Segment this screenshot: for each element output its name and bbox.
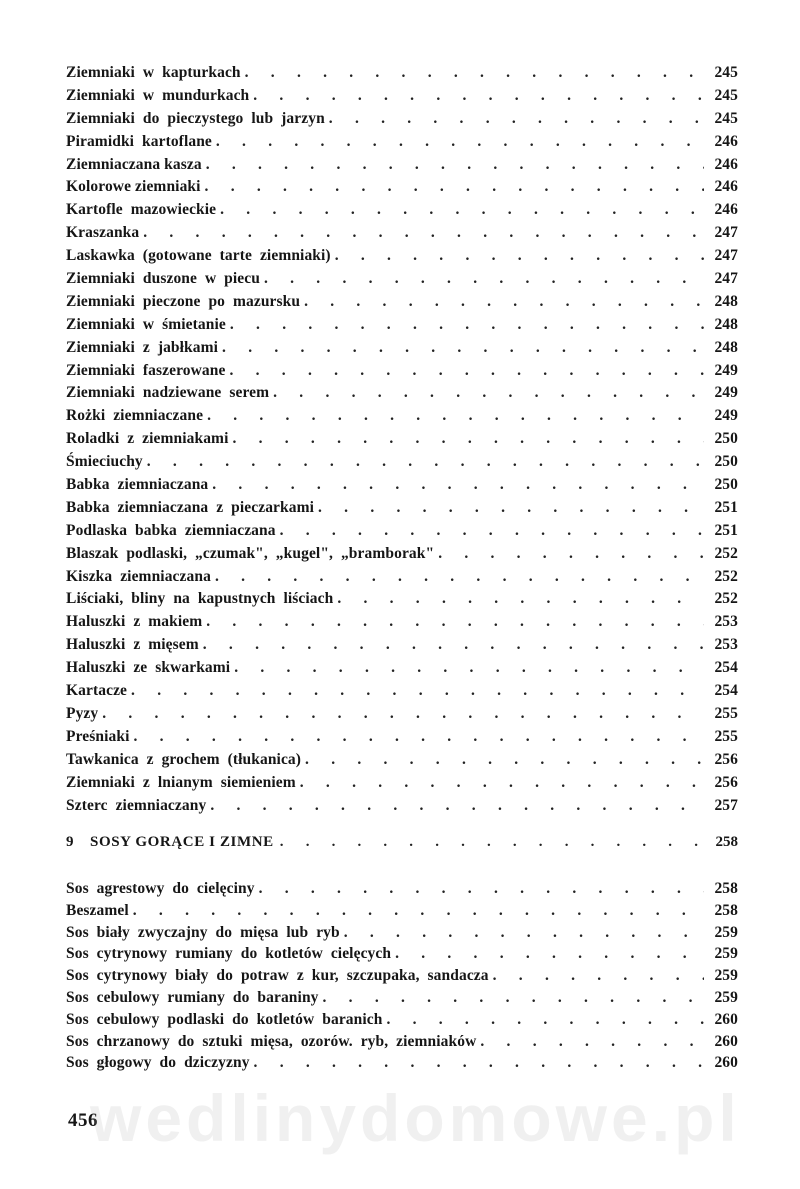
entry-page-number: 253 [714,613,738,631]
dot-leader [147,451,704,474]
entry-page-number: 245 [714,86,738,104]
chapter-page-number: 258 [715,834,738,850]
dot-leader [254,1052,704,1074]
dot-leader [329,108,704,131]
entry-page-number: 256 [714,750,738,768]
dot-leader [253,85,704,108]
entry-title: Tawkanica z grochem (tłukanica) [66,750,302,768]
toc-entry [66,1009,738,1031]
toc-entry [66,222,738,245]
chapter-heading [66,834,738,851]
toc-entry [66,405,738,428]
entry-title: Haluszki ze skwarkami [66,659,231,677]
watermark: wedlinydomowe.pl [90,1081,741,1155]
entry-title: Ziemniaki duszone w piecu [66,270,260,288]
entry-page-number: 248 [714,292,738,310]
entry-title: Kartofle mazowieckie [66,201,217,219]
toc-entry [66,611,738,634]
entry-page-number: 246 [714,155,738,173]
entry-page-number: 250 [714,453,738,471]
toc-entry [66,965,738,987]
toc-entry [66,314,738,337]
entry-page-number: 259 [714,988,738,1006]
entry-title: Haluszki z makiem [66,613,203,631]
toc-entry [66,726,738,749]
dot-leader [323,987,704,1009]
entry-page-number: 260 [714,1010,738,1028]
toc-entry [66,749,738,772]
dot-leader [318,497,704,520]
dot-leader [234,657,704,680]
toc-entry [66,878,738,900]
entry-page-number: 255 [714,704,738,722]
entry-title: Podlaska babka ziemniaczana [66,521,276,539]
entry-title: Kraszanka [66,224,140,242]
dot-leader [273,382,704,405]
entry-page-number: 255 [714,727,738,745]
toc-entry [66,474,738,497]
toc-entry [66,943,738,965]
toc-entry [66,85,738,108]
entry-page-number: 246 [714,132,738,150]
entry-title: Rożki ziemniaczane [66,407,204,425]
entry-title: Ziemniaki nadziewane serem [66,384,270,402]
entry-page-number: 260 [714,1032,738,1050]
entry-title: Ziemniaki z lnianym siemieniem [66,773,296,791]
toc-entry [66,268,738,291]
dot-leader [143,222,704,245]
dot-leader [205,176,704,199]
entry-title: Sos cebulowy podlaski do kotletów baranich [66,1010,383,1028]
toc-entry [66,588,738,611]
dot-leader [203,634,704,657]
toc-entry [66,772,738,795]
entry-page-number: 246 [714,178,738,196]
entry-title: Preśniaki [66,727,130,745]
entry-page-number: 246 [714,201,738,219]
entry-title: Sos głogowy do dziczyzny [66,1054,250,1072]
entry-page-number: 250 [714,476,738,494]
entry-title: Piramidki kartoflane [66,132,212,150]
toc-entry [66,108,738,131]
entry-page-number: 259 [714,945,738,963]
toc-entry [66,703,738,726]
dot-leader [280,520,704,543]
entry-title: Pyzy [66,704,99,722]
toc-entry [66,543,738,566]
entry-page-number: 258 [714,880,738,897]
dot-leader [133,726,704,749]
toc-entry [66,131,738,154]
toc-entry [66,337,738,360]
dot-leader [245,62,704,85]
entry-title: Ziemniaki faszerowane [66,361,226,379]
entry-title: Blaszak podlaski, „czumak", „kugel", „bramborak" [66,544,435,562]
toc-list-potatoes [66,62,738,817]
entry-page-number: 259 [714,967,738,985]
toc-entry [66,428,738,451]
entry-title: Ziemniaki w mundurkach [66,86,250,104]
entry-page-number: 258 [714,901,738,919]
entry-title: Sos cytrynowy biały do potraw z kur, szczupaka, sandacza [66,967,489,985]
dot-leader [216,131,704,154]
entry-page-number: 253 [714,636,738,654]
entry-page-number: 252 [714,567,738,585]
dot-leader [230,360,705,383]
entry-title: Szterc ziemniaczany [66,796,207,814]
dot-leader [206,611,704,634]
toc-entry [66,199,738,222]
toc-entry [66,154,738,177]
entry-page-number: 256 [714,773,738,791]
entry-title: Liściaki, bliny na kapustnych liściach [66,590,334,608]
entry-title: Ziemniaki do pieczystego lub jarzyn [66,109,325,127]
entry-page-number: 251 [714,521,738,539]
entry-title: Kartacze [66,682,128,700]
entry-page-number: 259 [714,923,738,941]
entry-title: Śmieciuchy [66,453,143,471]
entry-title: Sos biały zwyczajny do mięsa lub ryb [66,923,340,941]
entry-page-number: 250 [714,430,738,448]
dot-leader [215,566,704,589]
entry-page-number: 248 [714,315,738,333]
entry-title: Roladki z ziemniakami [66,430,229,448]
entry-page-number: 245 [714,64,738,81]
dot-leader [133,900,704,922]
entry-title: Ziemniaki w śmietanie [66,315,226,333]
entry-page-number: 251 [714,498,738,516]
entry-title: Ziemniaki z jabłkami [66,338,219,356]
entry-title: Sos cebulowy rumiany do baraniny [66,988,319,1006]
page-folio: 456 [68,1110,98,1131]
entry-page-number: 247 [714,270,738,288]
entry-title: Laskawka (gotowane tarte ziemniaki) [66,247,331,265]
dot-leader [344,922,704,944]
entry-title: Kolorowe ziemniaki [66,178,201,196]
entry-title: Babka ziemniaczana z pieczarkami [66,498,315,516]
dot-leader [207,405,704,428]
entry-title: Ziemniaki pieczone po mazursku [66,292,301,310]
entry-page-number: 252 [714,544,738,562]
toc-list-sauces [66,878,738,1074]
entry-page-number: 252 [714,590,738,608]
entry-page-number: 257 [714,796,738,814]
entry-title: Beszamel [66,901,129,919]
entry-page-number: 249 [714,384,738,402]
entry-title: Haluszki z mięsem [66,636,199,654]
dot-leader [212,474,704,497]
dot-leader [304,291,704,314]
entry-title: Babka ziemniaczana [66,476,209,494]
entry-page-number: 247 [714,247,738,265]
dot-leader [395,943,704,965]
toc-entry [66,176,738,199]
dot-leader [259,878,704,900]
entry-title: Ziemniaki w kapturkach [66,64,241,81]
toc-entry [66,1031,738,1053]
dot-leader [206,154,704,177]
entry-title: Sos chrzanowy do sztuki mięsa, ozorów. ryb, ziemniaków [66,1032,477,1050]
entry-page-number: 254 [714,682,738,700]
toc-entry [66,291,738,314]
toc-entry [66,1052,738,1074]
toc-entry [66,360,738,383]
dot-leader [220,199,704,222]
toc-entry [66,795,738,818]
dot-leader [280,834,704,851]
toc-entry [66,566,738,589]
dot-leader [305,749,704,772]
entry-page-number: 247 [714,224,738,242]
entry-page-number: 249 [714,361,738,379]
entry-title: Sos agrestowy do cielęciny [66,880,255,897]
entry-page-number: 245 [714,109,738,127]
dot-leader [230,314,704,337]
dot-leader [493,965,704,987]
dot-leader [335,245,704,268]
entry-title: Ziemniaczana kasza [66,155,202,173]
toc-entry [66,657,738,680]
toc-entry [66,900,738,922]
chapter-number: 9 [66,834,74,850]
toc-entry [66,245,738,268]
toc-entry [66,680,738,703]
toc-entry [66,922,738,944]
dot-leader [102,703,704,726]
dot-leader [264,268,704,291]
entry-page-number: 254 [714,659,738,677]
toc-entry [66,382,738,405]
toc-entry [66,497,738,520]
dot-leader [210,795,704,818]
entry-title: Sos cytrynowy rumiany do kotletów cielęcych [66,945,392,963]
toc-entry [66,987,738,1009]
entry-page-number: 260 [714,1054,738,1072]
toc-entry [66,520,738,543]
chapter-title: SOSY GORĄCE I ZIMNE [90,834,274,850]
entry-page-number: 249 [714,407,738,425]
dot-leader [438,543,704,566]
dot-leader [232,428,704,451]
dot-leader [222,337,704,360]
dot-leader [386,1009,704,1031]
entry-title: Kiszka ziemniaczana [66,567,211,585]
toc-entry [66,451,738,474]
dot-leader [480,1031,704,1053]
dot-leader [337,588,704,611]
toc-entry [66,634,738,657]
dot-leader [300,772,704,795]
toc-entry [66,62,738,85]
dot-leader [131,680,704,703]
entry-page-number: 248 [714,338,738,356]
